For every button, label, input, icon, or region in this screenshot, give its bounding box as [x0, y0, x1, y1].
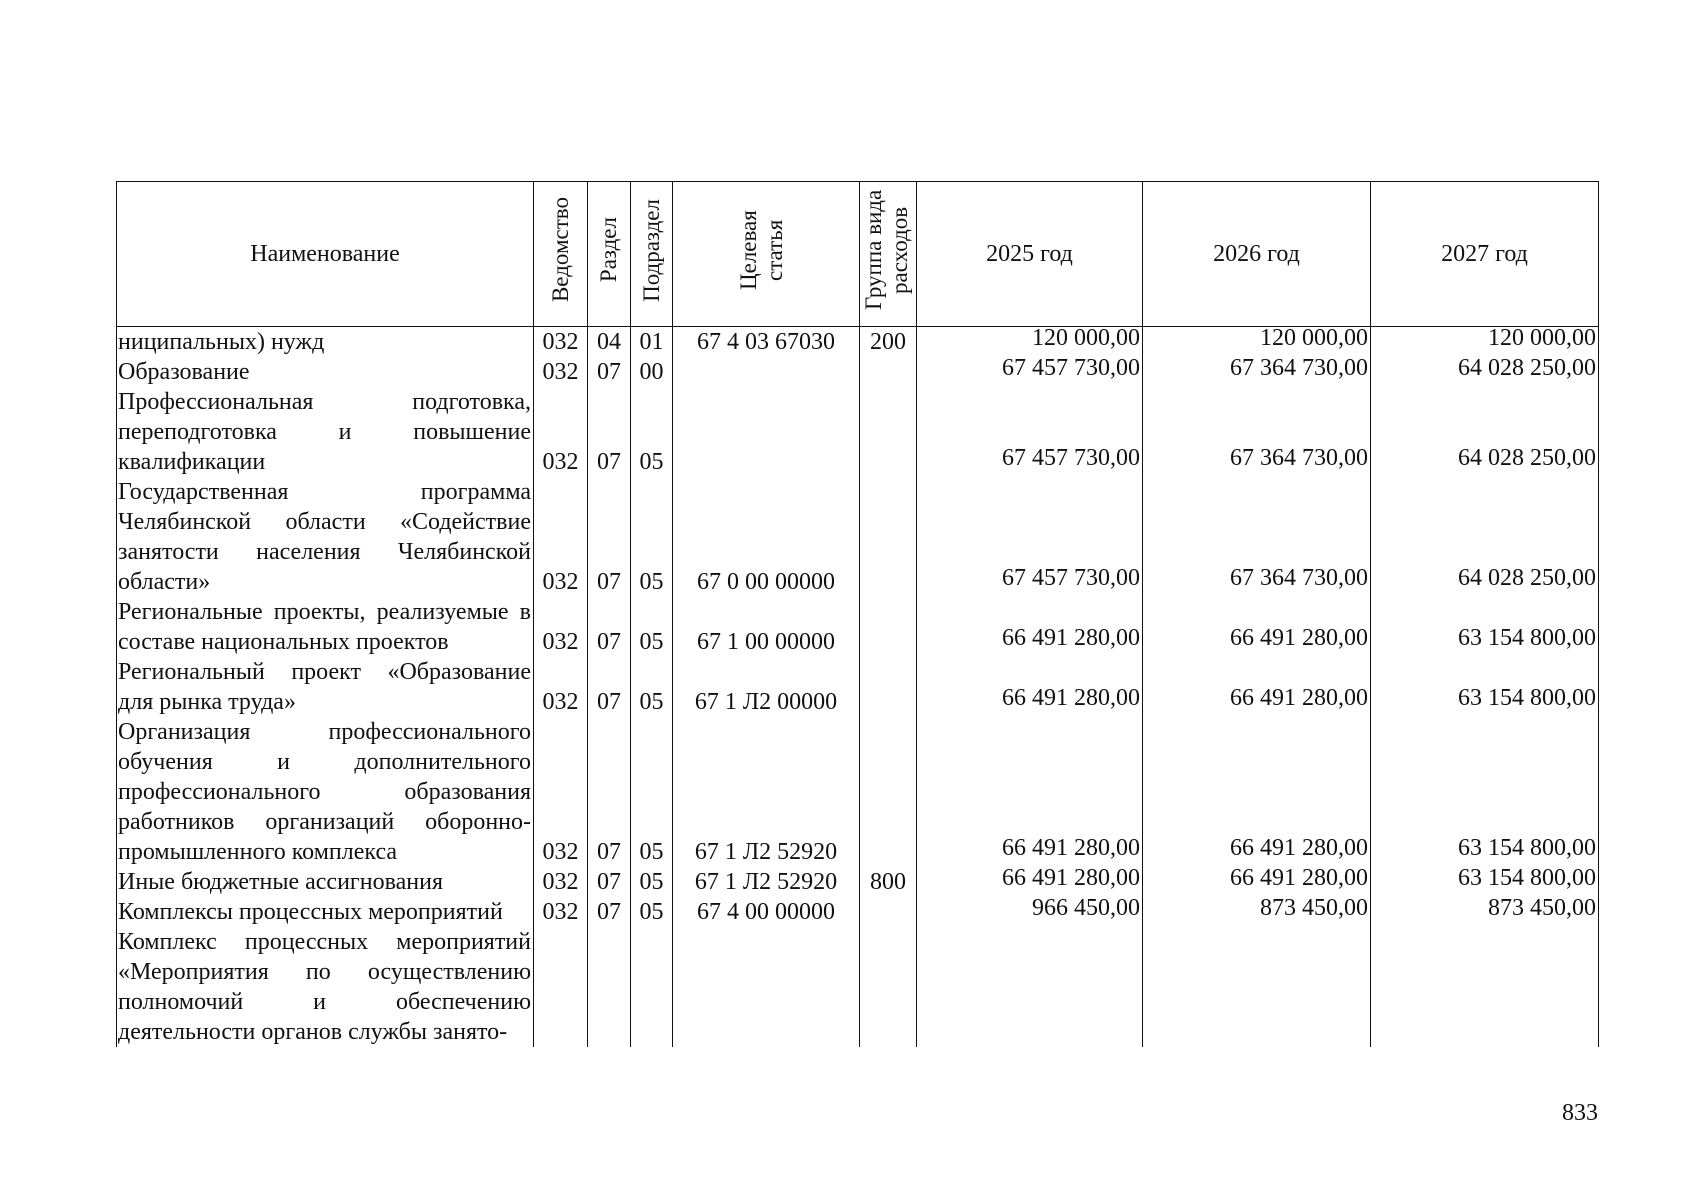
- table-row: [117, 897, 1599, 927]
- cell-name: Комплекс процессных мероприятий «Мероприятия по осуществлению полномочий и обеспечению деятельности органов службы занято-: [117, 927, 534, 1047]
- cell-razdel: 04: [588, 327, 631, 358]
- cell-year-2026: [1143, 867, 1371, 897]
- cell-year-2025: [917, 717, 1143, 867]
- cell-year-2027: [1371, 387, 1599, 477]
- cell-gruppa-vida-rashodov: [860, 597, 917, 657]
- cell-celevaya-statya: 67 1 00 00000: [673, 597, 860, 657]
- table-row: [117, 357, 1599, 387]
- table-row: [117, 717, 1599, 867]
- table-row: [117, 927, 1599, 1047]
- cell-podrazdel: 05: [631, 717, 673, 867]
- cell-name: Государственная программа Челябинской области «Содействие занятости населения Челябинской области»: [117, 477, 534, 597]
- amount-value: 63 154 800,00: [1458, 865, 1596, 891]
- amount-value: 120 000,00: [1488, 325, 1596, 351]
- amount-value: 66 491 280,00: [1002, 685, 1140, 711]
- table-row: [117, 387, 1599, 477]
- header-celevaya-statya: Целевая статья: [673, 182, 860, 327]
- table-row: [117, 867, 1599, 897]
- cell-podrazdel: 05: [631, 597, 673, 657]
- cell-year-2027: [1371, 717, 1599, 867]
- cell-podrazdel: [631, 927, 673, 1047]
- cell-razdel: 07: [588, 597, 631, 657]
- cell-year-2027: [1371, 477, 1599, 597]
- cell-year-2026: [1143, 927, 1371, 1047]
- table-row: [117, 477, 1599, 597]
- cell-podrazdel: 05: [631, 897, 673, 927]
- cell-gruppa-vida-rashodov: [860, 717, 917, 867]
- header-name: Наименование: [117, 182, 534, 327]
- cell-vedomstvo: 032: [534, 387, 588, 477]
- cell-celevaya-statya: 67 0 00 00000: [673, 477, 860, 597]
- cell-celevaya-statya: 67 4 00 00000: [673, 897, 860, 927]
- cell-gruppa-vida-rashodov: [860, 927, 917, 1047]
- cell-name: ниципальных) нужд: [117, 327, 534, 358]
- budget-page: [116, 181, 1598, 1047]
- header-gruppa-vida-rashodov: Группа вида расходов: [860, 182, 917, 327]
- table-header-row: [117, 182, 1599, 327]
- cell-year-2027: [1371, 357, 1599, 387]
- cell-year-2026: [1143, 357, 1371, 387]
- amount-value: 63 154 800,00: [1458, 685, 1596, 711]
- cell-podrazdel: 05: [631, 387, 673, 477]
- cell-name: Региональные проекты, реализуемые в составе национальных проектов: [117, 597, 534, 657]
- budget-table: [116, 181, 1599, 1047]
- amount-value: 67 364 730,00: [1230, 445, 1368, 471]
- cell-celevaya-statya: [673, 387, 860, 477]
- cell-year-2025: [917, 867, 1143, 897]
- cell-podrazdel: 05: [631, 477, 673, 597]
- cell-vedomstvo: 032: [534, 477, 588, 597]
- cell-year-2026: [1143, 387, 1371, 477]
- cell-vedomstvo: 032: [534, 657, 588, 717]
- cell-podrazdel: 00: [631, 357, 673, 387]
- cell-name: Иные бюджетные ассигнования: [117, 867, 534, 897]
- amount-value: 64 028 250,00: [1458, 565, 1596, 591]
- cell-year-2025: [917, 477, 1143, 597]
- cell-vedomstvo: [534, 927, 588, 1047]
- page-number: 833: [1562, 1100, 1598, 1126]
- cell-vedomstvo: 032: [534, 717, 588, 867]
- cell-year-2026: [1143, 717, 1371, 867]
- cell-year-2025: [917, 357, 1143, 387]
- cell-year-2025: [917, 387, 1143, 477]
- cell-gruppa-vida-rashodov: [860, 897, 917, 927]
- table-body: [117, 327, 1599, 1048]
- cell-year-2027: [1371, 327, 1599, 358]
- cell-celevaya-statya: 67 4 03 67030: [673, 327, 860, 358]
- cell-year-2026: [1143, 897, 1371, 927]
- cell-year-2027: [1371, 657, 1599, 717]
- amount-value: 66 491 280,00: [1002, 625, 1140, 651]
- amount-value: 66 491 280,00: [1002, 865, 1140, 891]
- cell-vedomstvo: 032: [534, 597, 588, 657]
- cell-gruppa-vida-rashodov: [860, 477, 917, 597]
- cell-celevaya-statya: 67 1 Л2 52920: [673, 867, 860, 897]
- cell-razdel: 07: [588, 657, 631, 717]
- cell-year-2025: [917, 897, 1143, 927]
- cell-name: Организация профессионального обучения и дополнительного профессионального образования работников организаций оборонно-промышленного комплекса: [117, 717, 534, 867]
- cell-razdel: 07: [588, 717, 631, 867]
- cell-vedomstvo: 032: [534, 897, 588, 927]
- amount-value: 66 491 280,00: [1230, 685, 1368, 711]
- cell-celevaya-statya: [673, 927, 860, 1047]
- amount-value: 63 154 800,00: [1458, 835, 1596, 861]
- amount-value: 66 491 280,00: [1230, 835, 1368, 861]
- cell-podrazdel: 01: [631, 327, 673, 358]
- header-razdel: Раздел: [588, 182, 631, 327]
- header-year-2026: 2026 год: [1143, 182, 1371, 327]
- amount-value: 66 491 280,00: [1230, 865, 1368, 891]
- table-row: [117, 327, 1599, 358]
- cell-year-2026: [1143, 477, 1371, 597]
- cell-celevaya-statya: 67 1 Л2 52920: [673, 717, 860, 867]
- cell-year-2026: [1143, 327, 1371, 358]
- header-podrazdel: Подраздел: [631, 182, 673, 327]
- cell-razdel: 07: [588, 867, 631, 897]
- table-row: [117, 657, 1599, 717]
- amount-value: 120 000,00: [1032, 325, 1140, 351]
- cell-name: Региональный проект «Образование для рынка труда»: [117, 657, 534, 717]
- cell-year-2025: [917, 927, 1143, 1047]
- cell-year-2027: [1371, 597, 1599, 657]
- amount-value: 67 364 730,00: [1230, 565, 1368, 591]
- cell-razdel: [588, 927, 631, 1047]
- cell-gruppa-vida-rashodov: 200: [860, 327, 917, 358]
- cell-razdel: 07: [588, 477, 631, 597]
- cell-podrazdel: 05: [631, 657, 673, 717]
- cell-year-2025: [917, 597, 1143, 657]
- amount-value: 67 457 730,00: [1002, 445, 1140, 471]
- cell-podrazdel: 05: [631, 867, 673, 897]
- header-vedomstvo: Ведомство: [534, 182, 588, 327]
- amount-value: 66 491 280,00: [1230, 625, 1368, 651]
- amount-value: 66 491 280,00: [1002, 835, 1140, 861]
- cell-razdel: 07: [588, 357, 631, 387]
- amount-value: 120 000,00: [1260, 325, 1368, 351]
- amount-value: 64 028 250,00: [1458, 445, 1596, 471]
- cell-gruppa-vida-rashodov: 800: [860, 867, 917, 897]
- cell-year-2026: [1143, 597, 1371, 657]
- cell-name: Профессиональная подготовка, переподготовка и повышение квалификации: [117, 387, 534, 477]
- cell-year-2025: [917, 327, 1143, 358]
- cell-celevaya-statya: 67 1 Л2 00000: [673, 657, 860, 717]
- cell-year-2027: [1371, 927, 1599, 1047]
- cell-year-2027: [1371, 897, 1599, 927]
- amount-value: 64 028 250,00: [1458, 355, 1596, 381]
- cell-name: Комплексы процессных мероприятий: [117, 897, 534, 927]
- cell-vedomstvo: 032: [534, 867, 588, 897]
- amount-value: 873 450,00: [1488, 895, 1596, 921]
- cell-celevaya-statya: [673, 357, 860, 387]
- cell-vedomstvo: 032: [534, 327, 588, 358]
- cell-name: Образование: [117, 357, 534, 387]
- amount-value: 67 457 730,00: [1002, 355, 1140, 381]
- table-row: [117, 597, 1599, 657]
- amount-value: 67 364 730,00: [1230, 355, 1368, 381]
- cell-year-2027: [1371, 867, 1599, 897]
- header-year-2027: 2027 год: [1371, 182, 1599, 327]
- header-year-2025: 2025 год: [917, 182, 1143, 327]
- amount-value: 63 154 800,00: [1458, 625, 1596, 651]
- cell-year-2025: [917, 657, 1143, 717]
- cell-razdel: 07: [588, 387, 631, 477]
- cell-vedomstvo: 032: [534, 357, 588, 387]
- cell-gruppa-vida-rashodov: [860, 657, 917, 717]
- amount-value: 873 450,00: [1260, 895, 1368, 921]
- amount-value: 67 457 730,00: [1002, 565, 1140, 591]
- cell-gruppa-vida-rashodov: [860, 387, 917, 477]
- cell-gruppa-vida-rashodov: [860, 357, 917, 387]
- amount-value: 966 450,00: [1032, 895, 1140, 921]
- cell-razdel: 07: [588, 897, 631, 927]
- cell-year-2026: [1143, 657, 1371, 717]
